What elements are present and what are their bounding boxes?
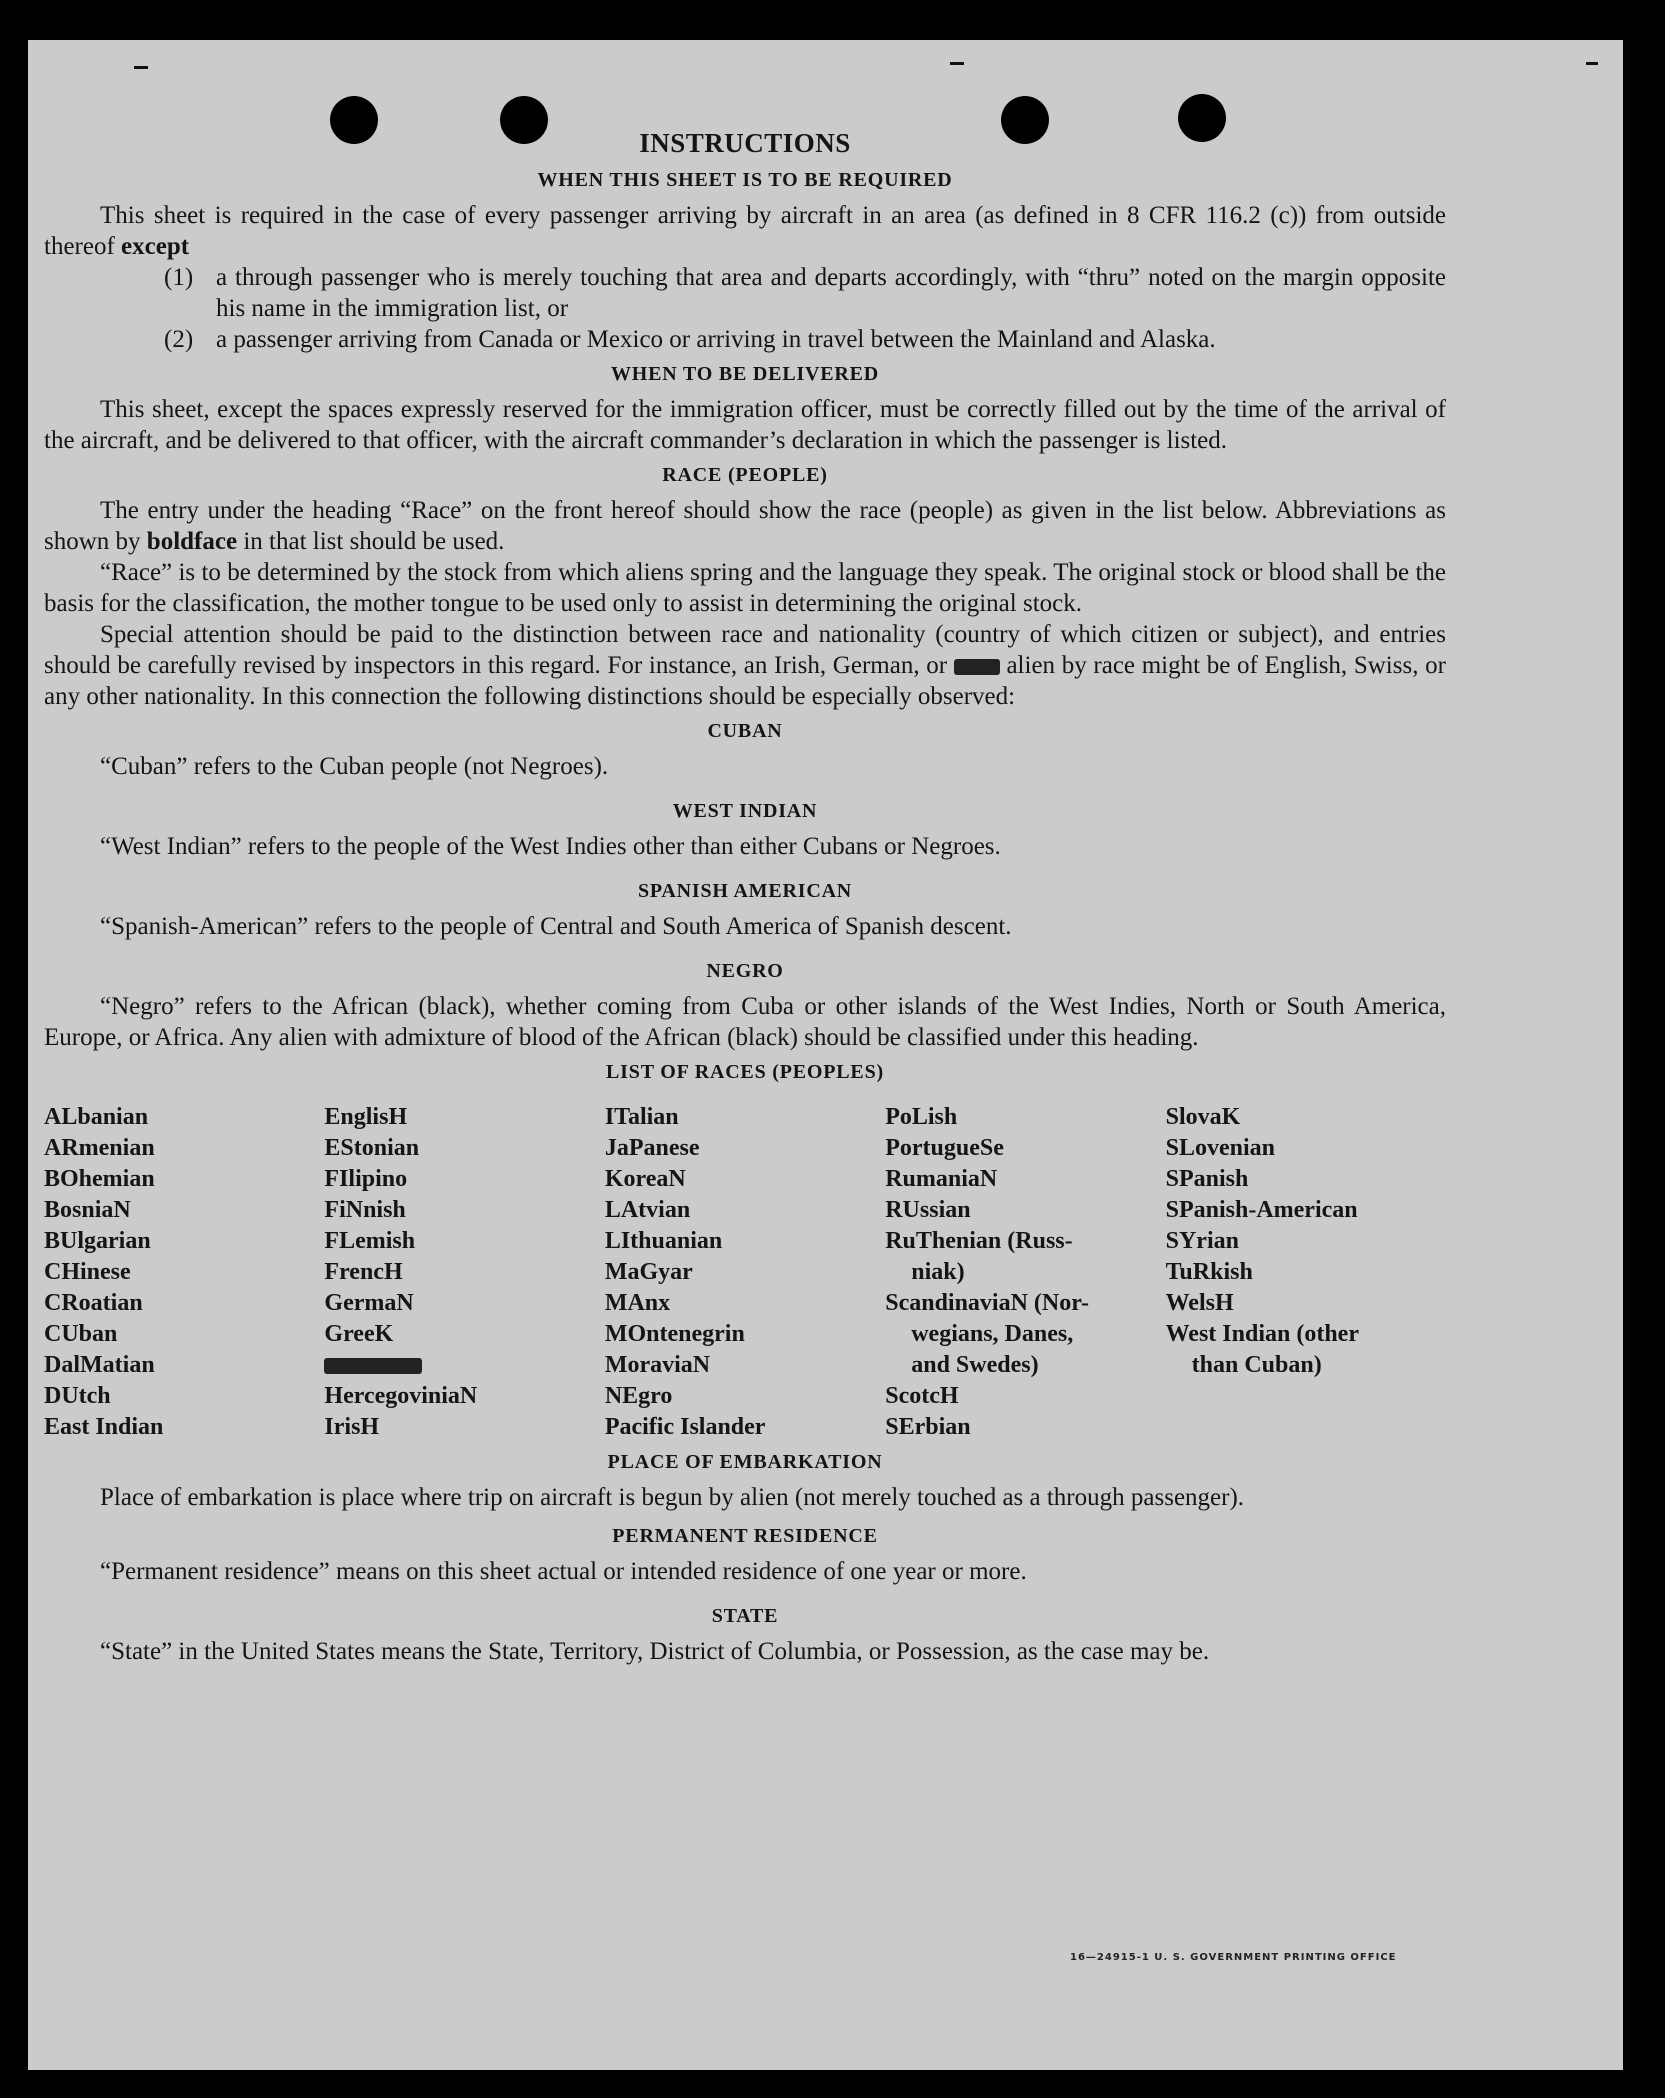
race-entry: GermaN bbox=[324, 1290, 414, 1316]
text-span: in that list should be used. bbox=[237, 528, 505, 555]
race-entry: RUssian bbox=[885, 1197, 971, 1223]
paragraph-state: “State” in the United States means the State, Territory, District of Columbia, or Possession, as the case may be. bbox=[100, 1638, 1210, 1665]
text-span: The entry under the heading “Race” on the front hereof should show the race (people) as given in the list below. Abbreviations as shown by bbox=[44, 497, 1446, 555]
race-entry: LIthuanian bbox=[604, 1228, 723, 1254]
race-column bbox=[324, 1102, 604, 1443]
item-text: a passenger arriving from Canada or Mexico or arriving in travel between the Mainland and Alaska. bbox=[216, 326, 1216, 353]
race-entry: wegians, Danes, bbox=[911, 1321, 1074, 1347]
paragraph-embarkation: Place of embarkation is place where trip on aircraft is begun by alien (not merely touched as a through passenger). bbox=[100, 1484, 1245, 1511]
paragraph-spanish-american: “Spanish-American” refers to the people of Central and South America of Spanish descent. bbox=[100, 913, 1012, 940]
race-entry: CRoatian bbox=[44, 1290, 143, 1316]
section-heading-race: RACE (PEOPLE) bbox=[662, 464, 828, 486]
text-span: alien by race might be of English, Swiss, or any other nationality. In this connection the following distinctions should be especially observed: bbox=[44, 652, 1446, 710]
race-entry: MAnx bbox=[604, 1290, 671, 1316]
race-entry: JaPanese bbox=[604, 1135, 700, 1161]
redaction-mark bbox=[324, 1358, 422, 1374]
instructions-content bbox=[44, 128, 1446, 1667]
race-entry: FrencH bbox=[324, 1259, 403, 1285]
race-entry: SErbian bbox=[885, 1414, 971, 1440]
race-entry: SlovaK bbox=[1165, 1104, 1241, 1130]
race-entry bbox=[324, 1350, 604, 1381]
race-entry: ALbanian bbox=[44, 1104, 149, 1130]
race-entry: MoraviaN bbox=[604, 1352, 711, 1378]
race-entry: West Indian (other bbox=[1165, 1321, 1359, 1347]
race-entry: CHinese bbox=[44, 1259, 131, 1285]
paragraph-race-2: “Race” is to be determined by the stock from which aliens spring and the language they speak. The original stock or blood shall be the basis for the classification, the mother tongue to be used only to assist in determining the original stock. bbox=[44, 559, 1446, 617]
race-entry: BUlgarian bbox=[44, 1228, 151, 1254]
section-heading-when-delivered: WHEN TO BE DELIVERED bbox=[610, 363, 880, 385]
edge-mark bbox=[1586, 62, 1598, 65]
race-entry: ScotcH bbox=[885, 1383, 959, 1409]
race-entry: SPanish-American bbox=[1165, 1197, 1358, 1223]
race-entry: DalMatian bbox=[44, 1352, 155, 1378]
race-column bbox=[44, 1102, 324, 1443]
race-entry: WelsH bbox=[1165, 1290, 1234, 1316]
race-entry: CUban bbox=[44, 1321, 118, 1347]
paragraph-race-1 bbox=[44, 495, 1446, 557]
page-title: INSTRUCTIONS bbox=[639, 128, 851, 158]
list-item bbox=[44, 324, 1446, 355]
race-entry: ITalian bbox=[604, 1104, 679, 1130]
race-entry: East Indian bbox=[44, 1414, 164, 1440]
section-heading-embarkation: PLACE OF EMBARKATION bbox=[607, 1451, 883, 1473]
printer-footer: 16—24915-1 U. S. GOVERNMENT PRINTING OFFICE bbox=[1070, 1952, 1397, 1963]
paragraph-negro: “Negro” refers to the African (black), whether coming from Cuba or other islands of the West Indies, North or South America, Europe, or Africa. Any alien with admixture of blood of the African (black) should be classified under this heading. bbox=[44, 993, 1446, 1051]
section-heading-races-list: LIST OF RACES (PEOPLES) bbox=[606, 1061, 884, 1083]
race-entry: GreeK bbox=[324, 1321, 394, 1347]
section-heading-state: STATE bbox=[711, 1605, 779, 1627]
paragraph-race-3 bbox=[44, 619, 1446, 712]
paragraph-west-indian: “West Indian” refers to the people of the West Indies other than either Cubans or Negroes. bbox=[100, 833, 1001, 860]
race-entry: NEgro bbox=[604, 1383, 673, 1409]
race-entry: SPanish bbox=[1165, 1166, 1249, 1192]
race-entry: ARmenian bbox=[44, 1135, 155, 1161]
race-entry: ScandinaviaN (Nor- bbox=[885, 1290, 1090, 1316]
race-column bbox=[885, 1102, 1165, 1443]
race-entry: KoreaN bbox=[604, 1166, 686, 1192]
race-entry: IrisH bbox=[324, 1414, 380, 1440]
race-entry: PoLish bbox=[885, 1104, 958, 1130]
race-entry: RuThenian (Russ- bbox=[885, 1228, 1073, 1254]
section-heading-when-required: WHEN THIS SHEET IS TO BE REQUIRED bbox=[537, 169, 953, 191]
race-entry: MOntenegrin bbox=[604, 1321, 745, 1347]
race-entry: EnglisH bbox=[324, 1104, 408, 1130]
redaction-mark bbox=[954, 659, 1000, 675]
race-entry: than Cuban) bbox=[1191, 1352, 1322, 1378]
race-entry: BOhemian bbox=[44, 1166, 155, 1192]
paragraph-cuban: “Cuban” refers to the Cuban people (not Negroes). bbox=[100, 753, 609, 780]
text-span: Special attention should be paid to the distinction between race and nationality (country of which citizen or subject), and entries should be carefully revised by inspectors in this regard. For instance, an Irish, German, or bbox=[44, 621, 1446, 679]
text-bold: boldface bbox=[146, 528, 238, 555]
race-entry: RumaniaN bbox=[885, 1166, 998, 1192]
race-entry: HercegoviniaN bbox=[324, 1383, 478, 1409]
section-heading-spanish-american: SPANISH AMERICAN bbox=[637, 880, 853, 902]
text-span: This sheet is required in the case of every passenger arriving by aircraft in an area (as defined in 8 CFR 116.2 (c)) from outside thereof bbox=[44, 202, 1446, 260]
race-entry: BosniaN bbox=[44, 1197, 131, 1223]
list-item bbox=[44, 262, 1446, 324]
race-entry: FIlipino bbox=[324, 1166, 408, 1192]
text-bold: except bbox=[121, 233, 190, 260]
paragraph-residence: “Permanent residence” means on this sheet actual or intended residence of one year or more. bbox=[100, 1558, 1027, 1585]
race-column bbox=[1166, 1102, 1446, 1443]
race-entry: and Swedes) bbox=[911, 1352, 1039, 1378]
race-entry: FiNnish bbox=[324, 1197, 406, 1223]
races-list bbox=[44, 1102, 1446, 1443]
race-entry: TuRkish bbox=[1165, 1259, 1253, 1285]
race-entry: PortugueSe bbox=[885, 1135, 1004, 1161]
section-heading-residence: PERMANENT RESIDENCE bbox=[612, 1525, 878, 1547]
race-entry: niak) bbox=[911, 1259, 965, 1285]
race-entry: MaGyar bbox=[604, 1259, 693, 1285]
race-entry: SYrian bbox=[1165, 1228, 1239, 1254]
section-heading-negro: NEGRO bbox=[706, 960, 784, 982]
paragraph-when-required bbox=[44, 200, 1446, 262]
edge-mark bbox=[134, 66, 148, 69]
race-entry: Pacific Islander bbox=[604, 1414, 766, 1440]
race-entry: FLemish bbox=[324, 1228, 416, 1254]
edge-mark bbox=[950, 62, 964, 65]
race-entry: LAtvian bbox=[604, 1197, 691, 1223]
race-entry: DUtch bbox=[44, 1383, 111, 1409]
paragraph-when-delivered: This sheet, except the spaces expressly reserved for the immigration officer, must be correctly filled out by the time of the arrival of the aircraft, and be delivered to that officer, with the aircraft commander’s declaration in which the passenger is listed. bbox=[44, 396, 1446, 454]
race-entry: EStonian bbox=[324, 1135, 420, 1161]
item-number: (1) bbox=[164, 264, 194, 291]
race-entry: SLovenian bbox=[1165, 1135, 1275, 1161]
race-column bbox=[605, 1102, 885, 1443]
section-heading-west-indian: WEST INDIAN bbox=[672, 800, 818, 822]
item-number: (2) bbox=[164, 326, 194, 353]
section-heading-cuban: CUBAN bbox=[707, 720, 783, 742]
item-text: a through passenger who is merely touching that area and departs accordingly, with “thru” noted on the margin opposite his name in the immigration list, or bbox=[216, 264, 1446, 322]
